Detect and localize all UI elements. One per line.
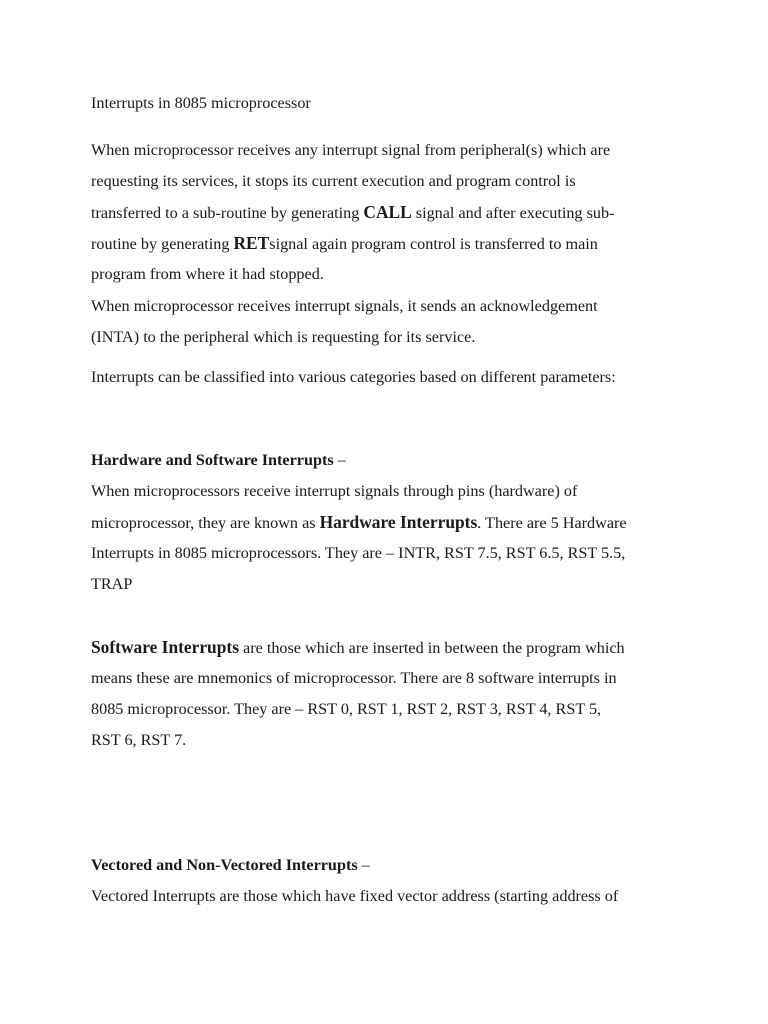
hw-line-4: TRAP	[91, 575, 133, 593]
intro-line-3-text-b: signal and after executing sub-	[411, 204, 615, 222]
hw-line-2-text-b: . There are 5 Hardware	[477, 514, 627, 532]
vectored-line-1: Vectored Interrupts are those which have fixed vector address (starting address of	[91, 887, 619, 905]
intro-line-3	[91, 202, 614, 223]
intro-line-7: (INTA) to the peripheral which is requesting for its service.	[91, 328, 476, 346]
intro-line-6: When microprocessor receives interrupt signals, it sends an acknowledgement	[91, 297, 598, 315]
vectored-heading	[91, 855, 370, 875]
intro-line-3-text-a: transferred to a sub-routine by generating	[91, 204, 364, 222]
hw-line-1: When microprocessors receive interrupt signals through pins (hardware) of	[91, 482, 578, 500]
classification-text: Interrupts can be classified into various categories based on different parameters:	[91, 368, 616, 386]
hw-sw-heading-dash: –	[333, 451, 346, 469]
sw-line-1-text-b: are those which are inserted in between the program which	[238, 639, 625, 657]
sw-line-4: RST 6, RST 7.	[91, 731, 187, 749]
call-keyword: CALL	[363, 202, 412, 222]
intro-line-4-text-a: routine by generating	[91, 235, 234, 253]
hw-line-3: Interrupts in 8085 microprocessors. They are – INTR, RST 7.5, RST 6.5, RST 5.5,	[91, 544, 626, 562]
hw-sw-heading	[91, 450, 346, 470]
vectored-heading-dash: –	[357, 856, 370, 874]
sw-line-1	[91, 637, 625, 658]
intro-line-4-text-b: signal again program control is transferred to main	[269, 235, 598, 253]
hw-sw-heading-bold: Hardware and Software Interrupts	[91, 451, 334, 469]
sw-line-2: means these are mnemonics of microprocessor. There are 8 software interrupts in	[91, 669, 617, 687]
hw-line-2	[91, 512, 627, 533]
intro-line-4	[91, 233, 598, 254]
document-title: Interrupts in 8085 microprocessor	[91, 94, 311, 112]
ret-keyword: RET	[233, 233, 270, 253]
sw-line-3: 8085 microprocessor. They are – RST 0, RST 1, RST 2, RST 3, RST 4, RST 5,	[91, 700, 602, 718]
hw-line-2-text-a: microprocessor, they are known as	[91, 514, 320, 532]
software-interrupts-term: Software Interrupts	[91, 637, 239, 657]
vectored-heading-bold: Vectored and Non-Vectored Interrupts	[91, 856, 358, 874]
intro-line-2: requesting its services, it stops its current execution and program control is	[91, 172, 576, 190]
intro-line-1: When microprocessor receives any interrupt signal from peripheral(s) which are	[91, 141, 611, 159]
hardware-interrupts-term: Hardware Interrupts	[319, 512, 478, 532]
intro-line-5: program from where it had stopped.	[91, 265, 324, 283]
